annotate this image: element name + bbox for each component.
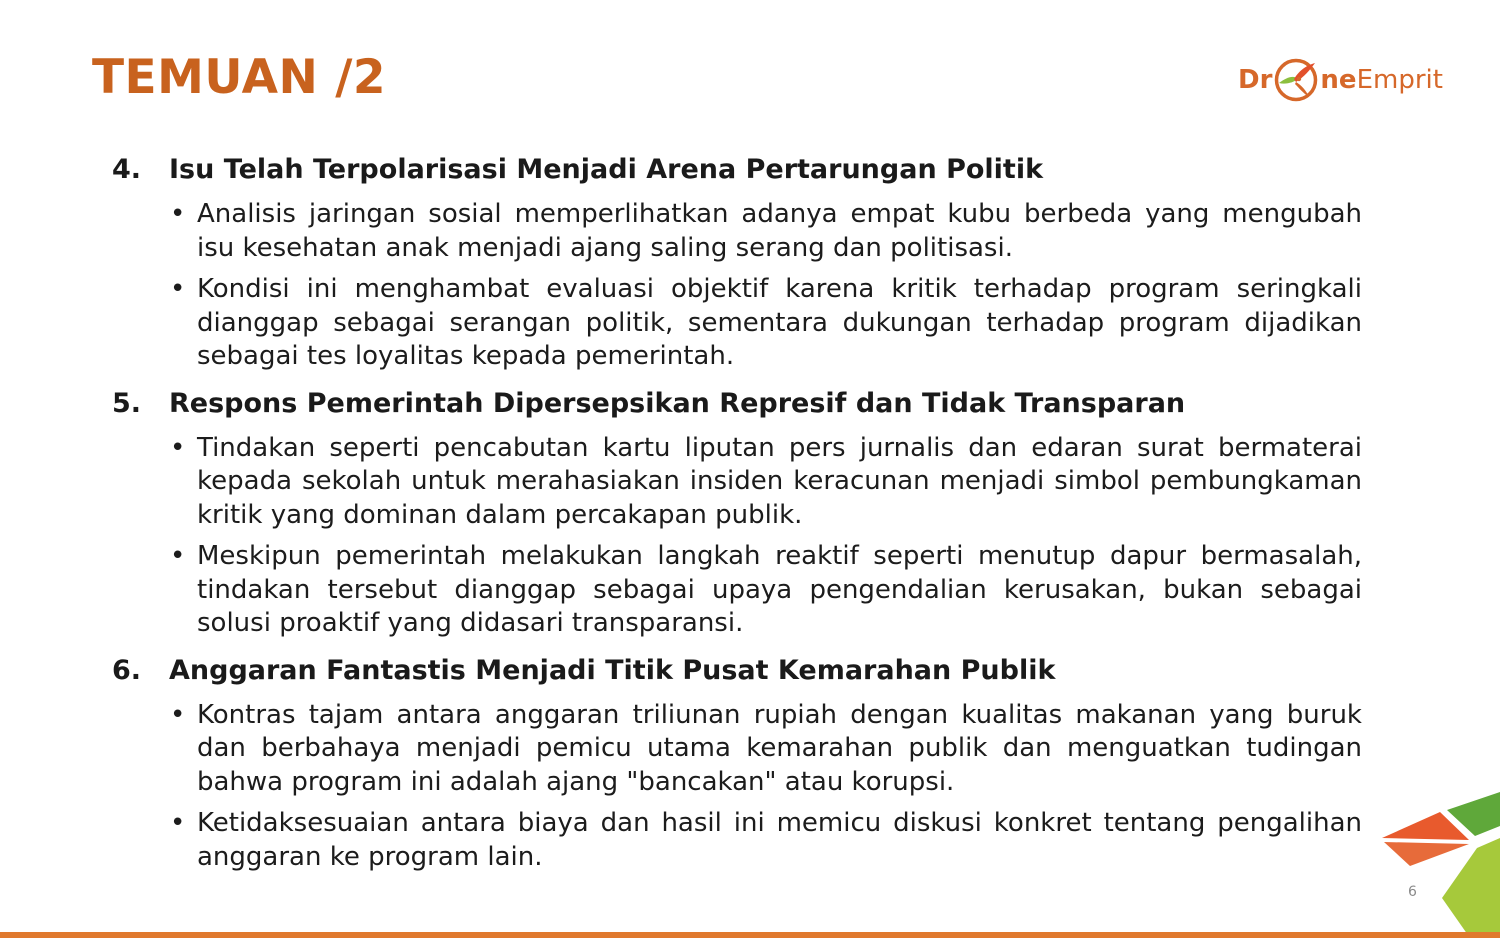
bullet-icon: • xyxy=(170,199,186,229)
finding-heading-text: Anggaran Fantastis Menjadi Titik Pusat Kemarahan Publik xyxy=(169,654,1056,686)
bullet-text: Meskipun pemerintah melakukan langkah reaktif seperti menutup dapur bermasalah, tindakan tersebut dianggap sebagai upaya pengendalian kerusakan, bukan sebagai solusi proaktif yang didasari transparansi. xyxy=(197,541,1362,638)
bullet-item xyxy=(112,432,1362,533)
bullet-item xyxy=(112,540,1362,641)
drone-emprit-logo xyxy=(1238,54,1443,106)
bullet-text: Kondisi ini menghambat evaluasi objektif karena kritik terhadap program seringkali dianggap sebagai serangan politik, sementara dukungan terhadap program dijadikan sebagai tes loyalitas kepada pemerintah. xyxy=(197,274,1362,371)
logo-middle: ne xyxy=(1320,65,1357,95)
logo-suffix: Emprit xyxy=(1356,65,1443,95)
findings-content xyxy=(112,150,1362,884)
bullet-list xyxy=(112,198,1362,374)
bottom-accent-bar xyxy=(0,932,1500,938)
bullet-text: Analisis jaringan sosial memperlihatkan adanya empat kubu berbeda yang mengubah isu kesehatan anak menjadi ajang saling serang dan politisasi. xyxy=(197,199,1362,263)
logo-prefix: Dr xyxy=(1238,65,1273,95)
finding-heading xyxy=(112,384,1362,424)
finding-heading xyxy=(112,651,1362,691)
bullet-text: Ketidaksesuaian antara biaya dan hasil ini memicu diskusi konkret tentang pengalihan anggaran ke program lain. xyxy=(197,808,1362,872)
bullet-icon: • xyxy=(170,808,186,838)
bullet-item xyxy=(112,699,1362,800)
slide-title: TEMUAN /2 xyxy=(92,50,387,105)
finding-section xyxy=(112,150,1362,374)
bullet-icon: • xyxy=(170,541,186,571)
bullet-text: Kontras tajam antara anggaran triliunan rupiah dengan kualitas makanan yang buruk dan berbahaya menjadi pemicu utama kemarahan publik dan menguatkan tudingan bahwa program ini adalah ajang "bancakan" atau korupsi. xyxy=(197,699,1362,797)
bullet-list xyxy=(112,432,1362,641)
bullet-icon: • xyxy=(170,699,186,730)
bullet-icon: • xyxy=(170,274,186,304)
page-number: 6 xyxy=(1408,884,1417,900)
corner-decoration xyxy=(1382,788,1500,938)
bullet-list xyxy=(112,699,1362,875)
finding-heading-text: Respons Pemerintah Dipersepsikan Represif dan Tidak Transparan xyxy=(169,387,1186,419)
finding-number: 4. xyxy=(112,154,142,185)
drone-bird-circle-icon xyxy=(1273,57,1319,103)
finding-heading-text: Isu Telah Terpolarisasi Menjadi Arena Pertarungan Politik xyxy=(169,154,1044,185)
bullet-item xyxy=(112,198,1362,265)
bullet-icon: • xyxy=(170,432,186,463)
finding-number: 6. xyxy=(112,654,142,686)
finding-section xyxy=(112,651,1362,875)
bullet-text: Tindakan seperti pencabutan kartu liputan pers jurnalis dan edaran surat bermaterai kepada sekolah untuk merahasiakan insiden keracunan menjadi simbol pembungkaman kritik yang dominan dalam percakapan publik. xyxy=(197,432,1362,530)
bullet-item xyxy=(112,807,1362,874)
finding-heading xyxy=(112,150,1362,190)
finding-number: 5. xyxy=(112,387,142,419)
finding-section xyxy=(112,384,1362,641)
bullet-item xyxy=(112,273,1362,374)
